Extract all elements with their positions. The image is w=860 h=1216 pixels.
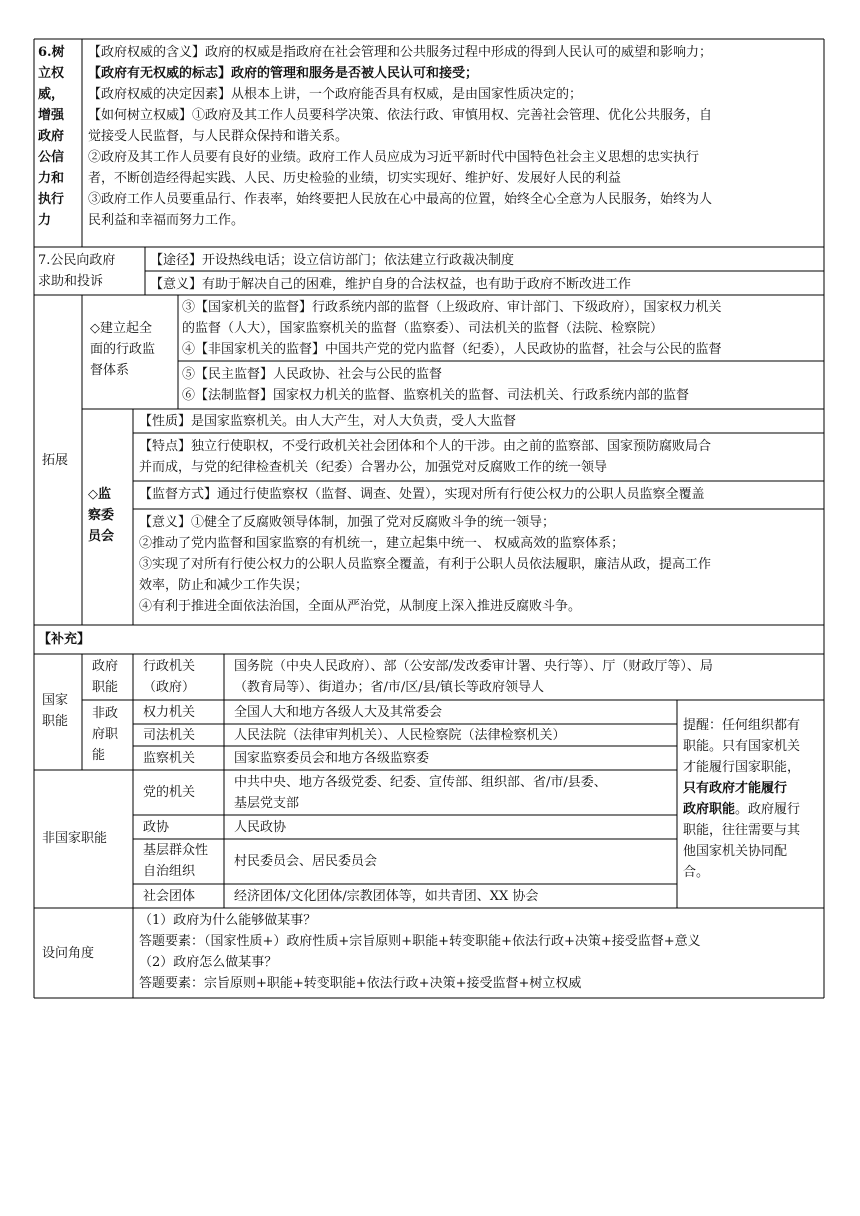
sec6-title-line: 力 bbox=[38, 213, 52, 228]
angle-line: 答题要素：宗旨原则+职能+转变职能+依法行政+决策+接受监督+树立权威 bbox=[139, 976, 582, 991]
supervision-label-line: 面的行政监 bbox=[90, 342, 156, 357]
nonstate-content-line: 中共中央、地方各级党委、纪委、宣传部、组织部、省/市/县委、 bbox=[234, 775, 607, 790]
committee-nature: 【性质】是国家监察机关。由人大产生，对人大负责，受人大监督 bbox=[139, 414, 517, 429]
supervision-label-line: ◇建立起全 bbox=[90, 321, 152, 336]
sec6-title-line: 立权 bbox=[38, 66, 65, 81]
committee-features-line: 并而成，与党的纪律检查机关（纪委）合署办公，加强党对反腐败工作的统一领导 bbox=[139, 460, 608, 475]
nonstate-content: 村民委员会、居民委员会 bbox=[234, 854, 378, 869]
committee-significance-line: 【意义】①健全了反腐败领导体制，加强了党对反腐败斗争的统一领导； bbox=[139, 515, 556, 530]
angle-line: 答题要素：（国家性质+）政府性质+宗旨原则+职能+转变职能+依法行政+决策+接受监督+意义 bbox=[139, 934, 701, 949]
nongov-content: 人民法院（法律审判机关）、人民检察院（法律检察机关） bbox=[234, 728, 566, 743]
gov-content-line: 国务院（中央人民政府）、部（公安部/发改委审计署、央行等）、厅（财政厅等）、局 bbox=[234, 659, 713, 674]
reminder-line: 他国家机关协同配 bbox=[683, 844, 788, 859]
sec7-title-line: 7.公民向政府 bbox=[38, 253, 116, 268]
supervision-line: ⑤【民主监督】人民政协、社会与公民的监督 bbox=[182, 367, 443, 382]
supervision-line: ④【非国家机关的监督】中国共产党的党内监督（纪委），人民政协的监督，社会与公民的监督 bbox=[182, 342, 722, 357]
supervision-label-line: 督体系 bbox=[90, 363, 130, 378]
committee-significance-line: ②推动了党内监督和国家监察的有机统一，建立起集中统一、 权威高效的监察体系； bbox=[139, 536, 625, 551]
state-functions-label-line: 职能 bbox=[42, 714, 69, 729]
supplement-label: 【补充】 bbox=[38, 632, 91, 647]
supervision-line: 的监督（人大），国家监察机关的监督（监察委）、司法机关的监督（法院、检察院） bbox=[182, 321, 664, 336]
gov-functions-label-line: 政府 bbox=[92, 659, 119, 674]
supervision-content bbox=[182, 297, 722, 360]
committee-significance-line: 效率，防止和减少工作失误； bbox=[139, 578, 309, 593]
committee-significance bbox=[139, 512, 711, 617]
committee-significance-line: ③实现了对所有行使公权力的公职人员监察全覆盖，有利于公职人员依法履职，廉洁从政，提高工作 bbox=[139, 557, 712, 572]
sec7-title bbox=[38, 250, 144, 292]
nonstate-content-line: 基层党支部 bbox=[234, 796, 300, 811]
sec6-title-line: 力和 bbox=[38, 171, 65, 186]
sec6-line: 民利益和幸福而努力工作。 bbox=[88, 213, 245, 228]
committee-label-line: 察委 bbox=[88, 508, 115, 523]
committee-features-line: 【特点】独立行使职权，不受行政机关社会团体和个人的干涉。由之前的监察部、国家预防腐败局合 bbox=[139, 439, 712, 454]
gov-org-line: 行政机关 bbox=[143, 659, 196, 674]
sec7-way: 【途径】开设热线电话；设立信访部门；依法建立行政裁决制度 bbox=[150, 253, 515, 268]
committee-method: 【监督方式】通过行使监察权（监督、调查、处置），实现对所有行使公权力的公职人员监察全覆盖 bbox=[139, 487, 705, 502]
sec6-line: 者，不断创造经得起实践、人民、历史检验的业绩，切实实现好、维护好、发展好人民的利益 bbox=[88, 171, 622, 186]
sec6-title-line: 增强 bbox=[38, 108, 65, 123]
sec6-content bbox=[88, 42, 822, 231]
sec6-title-line: 威， bbox=[38, 87, 65, 102]
gov-org bbox=[143, 656, 195, 698]
sec6-line: 【政府有无权威的标志】政府的管理和服务是否被人民认可和接受； bbox=[88, 66, 479, 81]
expand-label: 拓展 bbox=[42, 453, 69, 468]
nonstate-org: 党的机关 bbox=[143, 785, 196, 800]
committee-label-line: 员会 bbox=[88, 529, 115, 544]
nonstate-label: 非国家职能 bbox=[42, 831, 108, 846]
committee-significance-line: ④有利于推进全面依法治国，全面从严治党，从制度上深入推进反腐败斗争。 bbox=[139, 599, 582, 614]
sec6-line: ③政府工作人员要重品行、作表率，始终要把人民放在心中最高的位置，始终全心全意为人民服务，始终为人 bbox=[88, 192, 713, 207]
nongov-org: 司法机关 bbox=[143, 728, 196, 743]
reminder-line: 职能，往往需要与其 bbox=[683, 823, 801, 838]
sec6-title-line: 执行 bbox=[38, 192, 65, 207]
committee-label-line: ◇监 bbox=[88, 487, 111, 502]
reminder-line: 才能履行国家职能， bbox=[683, 760, 801, 775]
nonstate-content: 经济团体/文化团体/宗教团体等，如共青团、XX 协会 bbox=[234, 889, 539, 904]
state-functions-label-line: 国家 bbox=[42, 693, 69, 708]
nonstate-org-line: 自治组织 bbox=[143, 864, 196, 879]
nonstate-org bbox=[143, 840, 208, 882]
supervision-content-2 bbox=[182, 364, 689, 406]
nonstate-org: 社会团体 bbox=[143, 889, 196, 904]
sec6-title-line: 政府 bbox=[38, 129, 65, 144]
sec6-title-line: 公信 bbox=[38, 150, 65, 165]
reminder-line: 提醒：任何组织都有 bbox=[683, 718, 801, 733]
reminder-bold-line: 政府职能 bbox=[683, 802, 736, 817]
angle-line: （1）政府为什么能够做某事？ bbox=[139, 913, 317, 928]
sec6-line: 觉接受人民监督，与人民群众保持和谐关系。 bbox=[88, 129, 349, 144]
nonstate-content bbox=[234, 772, 607, 814]
reminder-line: 合。 bbox=[683, 865, 710, 880]
gov-content-line: （教育局等）、街道办；省/市/区/县/镇长等政府领导人 bbox=[234, 680, 545, 695]
state-functions-label bbox=[42, 690, 80, 732]
supervision-line: ③【国家机关的监督】行政系统内部的监督（上级政府、审计部门、下级政府），国家权力机关 bbox=[182, 300, 722, 315]
sec6-line: 【如何树立权威】①政府及其工作人员要科学决策、依法行政、审慎用权、完善社会管理、优化公共服务，自 bbox=[88, 108, 713, 123]
angle-line: （2）政府怎么做某事？ bbox=[139, 955, 278, 970]
nonstate-content: 人民政协 bbox=[234, 820, 287, 835]
reminder-line: 。政府履行 bbox=[735, 802, 801, 817]
sec6-line: 【政府权威的决定因素】从根本上讲，一个政府能否具有权威，是由国家性质决定的； bbox=[88, 87, 583, 102]
committee-features bbox=[139, 436, 711, 478]
sec7-meaning: 【意义】有助于解决自己的困难，维护自身的合法权益，也有助于政府不断改进工作 bbox=[150, 277, 632, 292]
nongov-functions-label-line: 府职 bbox=[92, 727, 119, 742]
sec6-title bbox=[38, 42, 80, 231]
nongov-org: 监察机关 bbox=[143, 751, 196, 766]
supervision-label bbox=[90, 318, 176, 381]
sec7-title-line: 求助和投诉 bbox=[38, 274, 104, 289]
reminder-note bbox=[683, 715, 823, 883]
reminder-line: 职能。只有国家机关 bbox=[683, 739, 801, 754]
nonstate-org: 政协 bbox=[143, 820, 170, 835]
nongov-functions-label-line: 能 bbox=[92, 748, 106, 763]
gov-functions-label bbox=[92, 656, 132, 698]
nongov-content: 国家监察委员会和地方各级监察委 bbox=[234, 751, 430, 766]
nongov-content: 全国人大和地方各级人大及其常委会 bbox=[234, 705, 443, 720]
sec6-line: ②政府及其工作人员要有良好的业绩。政府工作人员应成为习近平新时代中国特色社会主义思想的忠实执行 bbox=[88, 150, 700, 165]
gov-functions-label-line: 职能 bbox=[92, 680, 119, 695]
gov-org-line: （政府） bbox=[143, 680, 196, 695]
sec6-title-line: 6.树 bbox=[38, 45, 65, 60]
angle-content bbox=[139, 910, 701, 994]
sec6-line: 【政府权威的含义】政府的权威是指政府在社会管理和公共服务过程中形成的得到人民认可的威望和影响力； bbox=[88, 45, 713, 60]
reminder-bold-line: 只有政府才能履行 bbox=[683, 781, 788, 796]
gov-content bbox=[234, 656, 713, 698]
supervision-line: ⑥【法制监督】国家权力机关的监督、监察机关的监督、司法机关、行政系统内部的监督 bbox=[182, 388, 690, 403]
nongov-functions-label-line: 非政 bbox=[92, 706, 119, 721]
angle-label: 设问角度 bbox=[42, 946, 95, 961]
nonstate-org-line: 基层群众性 bbox=[143, 843, 209, 858]
committee-label bbox=[88, 484, 132, 547]
nongov-functions-label bbox=[92, 703, 132, 766]
nongov-org: 权力机关 bbox=[143, 705, 196, 720]
